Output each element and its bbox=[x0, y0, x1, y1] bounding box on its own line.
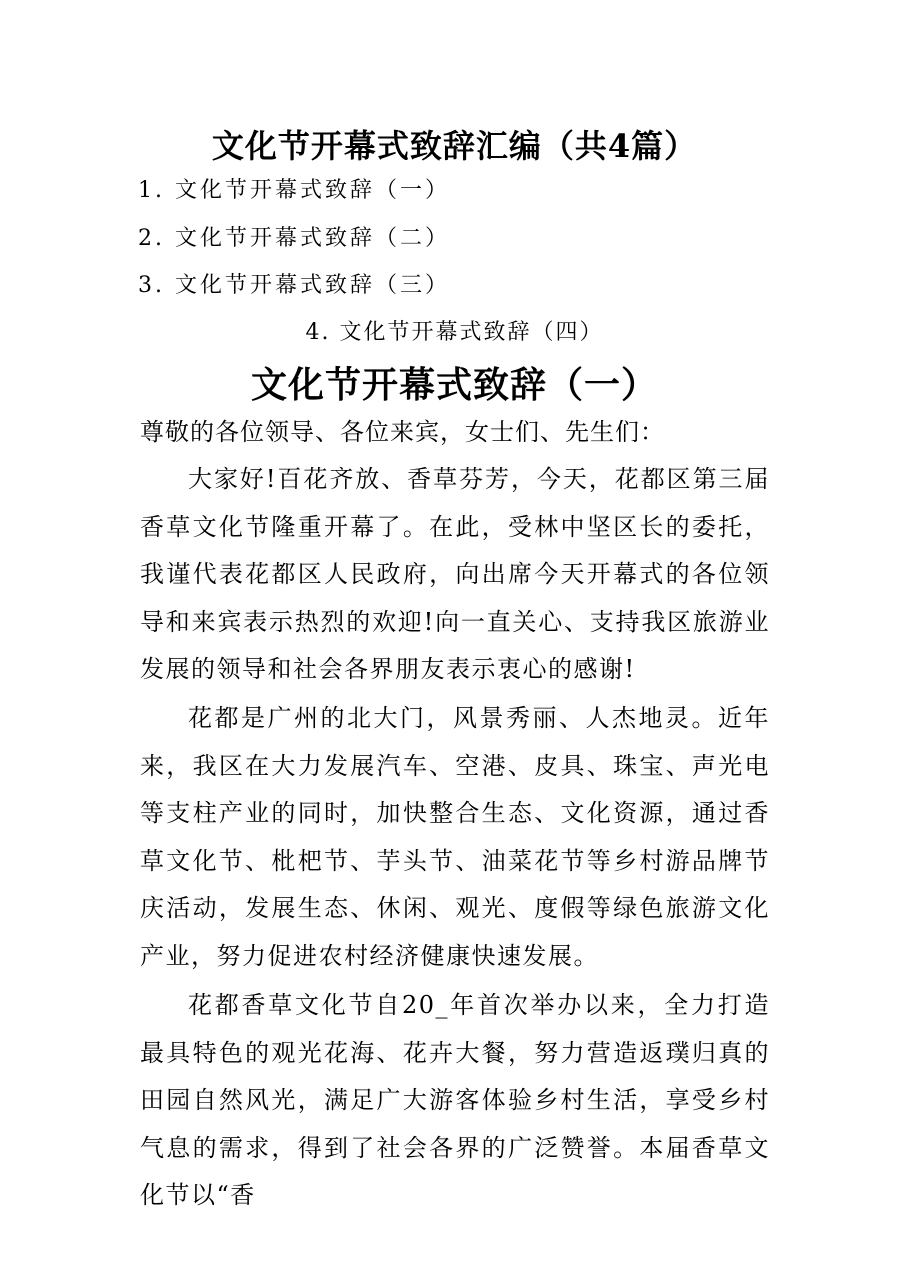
paragraph-3: 花都香草文化节自20_年首次举办以来，全力打造最具特色的观光花海、花卉大餐，努力营造返璞归真的田园自然风光，满足广大游客体验乡村生活，享受乡村气息的需求，得到了社会各界的广泛赞誉。本届香草文化节以“香 bbox=[140, 991, 770, 1209]
paragraph-1: 大家好!百花齐放、香草芬芳，今天，花都区第三届香草文化节隆重开幕了。在此，受林中坚区长的委托，我谨代表花都区人民政府，向出席今天开幕式的各位领导和来宾表示热烈的欢迎!向一直关心、支持我区旅游业发展的领导和社会各界朋友表示衷心的感谢! bbox=[140, 465, 770, 683]
paragraph-2: 花都是广州的北大门，风景秀丽、人杰地灵。近年来，我区在大力发展汽车、空港、皮具、珠宝、声光电等支柱产业的同时，加快整合生态、文化资源，通过香草文化节、枇杷节、芋头节、油菜花节等乡村游品牌节庆活动，发展生态、休闲、观光、度假等绿色旅游文化产业，努力促进农村经济健康快速发展。 bbox=[140, 704, 770, 970]
salutation: 尊敬的各位领导、各位来宾，女士们、先生们： bbox=[140, 418, 665, 446]
toc-item-3: 3. 文化节开幕式致辞（三） bbox=[138, 273, 450, 298]
toc-item-2: 2. 文化节开幕式致辞（二） bbox=[138, 226, 450, 251]
document-title: 文化节开幕式致辞汇编（共4篇） bbox=[211, 127, 698, 165]
toc-item-1: 1. 文化节开幕式致辞（一） bbox=[138, 178, 450, 203]
section-title: 文化节开幕式致辞（一） bbox=[250, 364, 658, 406]
toc-item-4: 4. 文化节开幕式致辞（四） bbox=[305, 320, 604, 345]
